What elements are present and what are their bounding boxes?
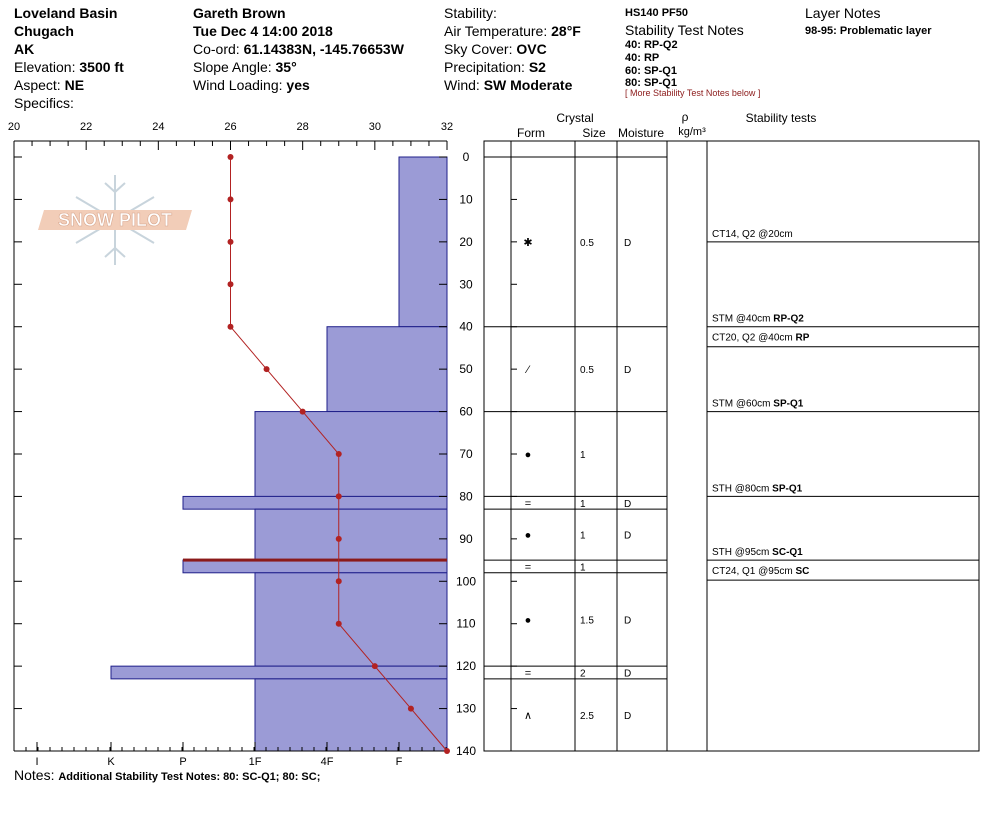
crystal-size: 0.5 [580,237,594,249]
form-header: Form [517,126,545,140]
depth-tick-label: 30 [459,277,473,292]
temperature-point [444,748,450,754]
specifics: Specifics: [14,95,74,111]
crystal-size: 1 [580,530,586,542]
hardness-tick-label: F [395,756,403,768]
temperature-tick-label: 26 [224,121,237,133]
crystal-size: 1 [580,498,586,510]
depth-tick-label: 0 [462,150,470,164]
stability: Stability: [444,5,497,21]
hardness-tick-label: K [107,756,115,768]
stability-test-result: RP-Q2 [773,313,804,325]
stability-test-result: SC-Q1 [772,547,803,559]
temperature-point [228,154,234,160]
hardness-bar [183,496,447,509]
depth-tick-label: 80 [459,489,473,504]
mountain-range: Chugach [14,23,74,39]
stability-test-text: STM @40cm [712,313,774,325]
temperature-point [336,536,342,542]
crystal-size: 1 [580,450,586,461]
aspect: Aspect: NE [14,77,85,93]
stability-test-label [712,314,804,325]
crystal-header: Crystal [556,111,594,125]
stability-test-label [712,229,793,240]
wind: Wind: SW Moderate [444,77,573,93]
temperature-point [228,239,234,245]
crystal-moisture: D [624,237,632,249]
stability-note-1: 40: RP-Q2 [625,39,678,51]
location-name: Loveland Basin [14,5,118,21]
depth-tick-label: 70 [459,447,473,461]
density-unit-header: kg/m³ [678,126,706,138]
size-header: Size [582,126,606,140]
hs-pf: HS140 PF50 [625,7,688,19]
observer-name: Gareth Brown [193,5,286,21]
stability-test-label [712,333,810,344]
hardness-bar [255,412,447,497]
stability-test-label [712,547,803,558]
more-stability-notes-link[interactable]: [ More Stability Test Notes below ] [625,88,761,98]
hardness-tick-label: P [179,756,187,768]
stability-test-result: RP [795,332,810,344]
depth-tick-label: 50 [459,362,473,377]
temperature-point [408,706,414,712]
hardness-bar [255,573,447,666]
crystal-moisture: D [624,365,632,377]
stability-note-3: 60: SP-Q1 [625,65,677,77]
stability-test-text: STM @60cm [712,398,774,410]
stability-test-result: SP-Q1 [773,398,804,410]
rho-header: ρ [681,110,689,124]
depth-tick-label: 120 [455,659,477,674]
hardness-tick-label: 4F [320,756,334,768]
temperature-point [228,281,234,287]
crystal-form-symbol: ● [524,529,532,542]
stability-notes-title: Stability Test Notes [625,22,744,38]
crystal-form-symbol: ● [524,449,532,461]
hardness-bar [327,327,447,412]
crystal-form-symbol: ∧ [523,709,533,722]
snowpilot-logo [38,175,192,265]
stability-test-result: SC [795,566,810,578]
notes: Notes: Additional Stability Test Notes: 80: SC-Q1; 80: SC; [14,767,321,783]
depth-tick-label: 140 [455,744,477,758]
depth-tick-label: 10 [459,192,473,207]
temperature-tick-label: 28 [296,121,309,133]
crystal-size: 2.5 [580,710,594,722]
crystal-form-symbol: = [524,667,532,680]
depth-tick-label: 90 [459,531,473,546]
stability-note-2: 40: RP [625,52,660,64]
temperature-point [336,578,342,584]
hardness-bar [183,560,447,573]
crystal-moisture: D [624,668,632,680]
coordinates: Co-ord: 61.14383N, -145.76653W [193,41,404,57]
hardness-bar [255,509,447,560]
crystal-form-symbol: = [524,497,532,510]
wind-loading: Wind Loading: yes [193,77,310,93]
state: AK [14,41,35,57]
temperature-tick-label: 20 [7,121,21,133]
depth-tick-label: 20 [459,234,473,249]
temperature-point [228,196,234,202]
temperature-point [372,663,378,669]
air-temperature: Air Temperature: 28°F [444,23,581,39]
elevation: Elevation: 3500 ft [14,59,124,75]
observation-datetime: Tue Dec 4 14:00 2018 [193,23,333,39]
temperature-point [264,366,270,372]
stability-test-result: SP-Q1 [772,483,803,495]
hardness-tick-label: I [35,756,39,768]
depth-tick-label: 130 [455,701,477,716]
stability-test-text: STH @80cm [712,483,773,495]
crystal-size: 0.5 [580,365,594,377]
stability-test-label [712,399,804,410]
temperature-point [336,621,342,627]
stability-test-text: CT24, Q1 @95cm [712,566,796,578]
hardness-bar [111,666,447,679]
logo-text: SNOW PILOT [58,210,172,230]
moisture-header: Moisture [617,126,665,140]
crystal-moisture: D [624,498,632,510]
crystal-form-symbol: ● [524,614,532,627]
temperature-point [336,451,342,457]
crystal-moisture: D [624,530,632,542]
problem-layer-marker [183,559,447,562]
crystal-size: 2 [580,668,586,680]
temperature-tick-label: 22 [80,121,93,133]
stability-note-4: 80: SP-Q1 [625,77,677,89]
depth-tick-label: 100 [455,574,477,589]
slope-angle: Slope Angle: 35° [193,59,297,75]
layer-note-1: 98-95: Problematic layer [805,25,932,37]
stability-test-text: CT14, Q2 @20cm [712,228,793,240]
crystal-form-symbol: ✱ [523,236,533,249]
depth-tick-label: 60 [459,404,473,419]
temperature-point [228,324,234,330]
temperature-tick-label: 32 [440,121,454,133]
stability-test-text: CT20, Q2 @40cm [712,332,796,344]
temperature-point [336,493,342,499]
stability-tests-header: Stability tests [745,111,817,125]
depth-tick-label: 40 [459,319,473,334]
crystal-size: 1 [580,562,586,574]
crystal-size: 1.5 [580,615,594,627]
hardness-tick-label: 1F [248,756,262,768]
stability-test-text: STH @95cm [712,547,773,559]
temperature-tick-label: 24 [152,121,165,133]
depth-tick-label: 110 [456,616,476,631]
sky-cover: Sky Cover: OVC [444,41,547,57]
crystal-form-symbol: ⁄ [527,364,529,377]
temperature-point [300,409,306,415]
precipitation: Precipitation: S2 [444,59,546,75]
crystal-moisture: D [624,710,632,722]
crystal-moisture: D [624,615,632,627]
temperature-tick-label: 30 [368,121,381,133]
stability-test-label [712,483,803,494]
layer-notes-title: Layer Notes [805,5,881,21]
crystal-form-symbol: = [524,561,532,574]
stability-test-label [712,566,809,577]
hardness-bar [255,679,447,751]
